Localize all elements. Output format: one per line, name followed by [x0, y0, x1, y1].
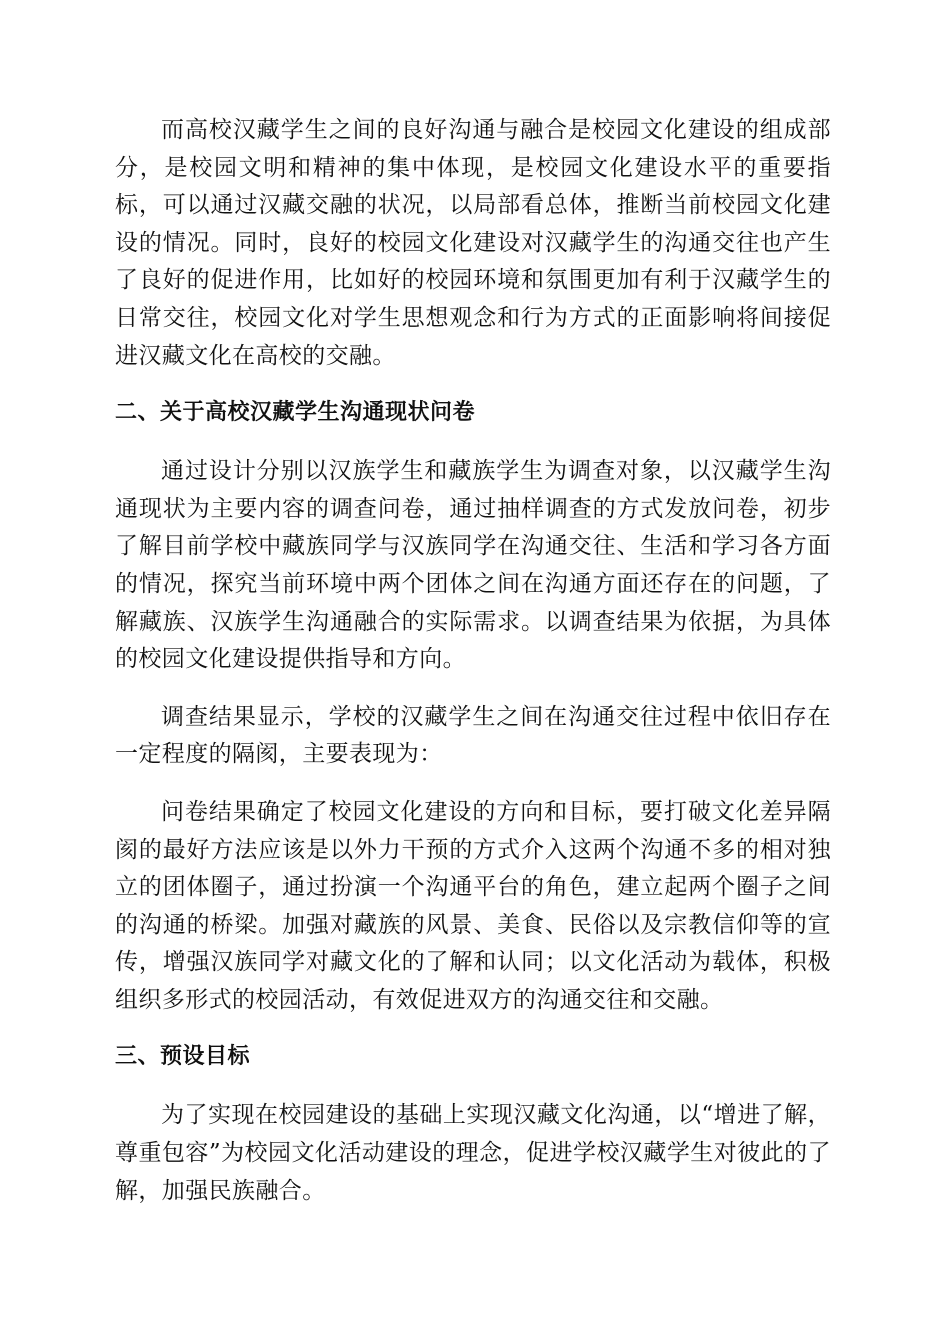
- paragraph-culture-direction: 问卷结果确定了校园文化建设的方向和目标，要打破文化差异隔阂的最好方法应该是以外力干预的方式介入这两个沟通不多的相对独立的团体圈子，通过扮演一个沟通平台的角色，建立起两个圈子之间的沟通的桥梁。加强对藏族的风景、美食、民俗以及宗教信仰等的宣传，增强汉族同学对藏文化的了解和认同；以文化活动为载体，积极组织多形式的校园活动，有效促进双方的沟通交往和交融。: [115, 798, 831, 1013]
- section-heading-goals: 三、预设目标: [115, 1044, 251, 1070]
- spacer: [115, 375, 831, 395]
- spacer: [115, 679, 831, 699]
- paragraph-survey-results: 调查结果显示，学校的汉藏学生之间在沟通交往过程中依旧存在一定程度的隔阂，主要表现为：: [115, 703, 831, 768]
- paragraph-campus-culture: 而高校汉藏学生之间的良好沟通与融合是校园文化建设的组成部分，是校园文明和精神的集中体现，是校园文化建设水平的重要指标，可以通过汉藏交融的状况，以局部看总体，推断当前校园文化建设的情况。同时，良好的校园文化建设对汉藏学生的沟通交往也产生了良好的促进作用，比如好的校园环境和氛围更加有利于汉藏学生的日常交往，校园文化对学生思想观念和行为方式的正面影响将间接促进汉藏文化在高校的交融。: [115, 117, 831, 369]
- spacer: [115, 1019, 831, 1039]
- paragraph-survey-design: 通过设计分别以汉族学生和藏族学生为调查对象，以汉藏学生沟通现状为主要内容的调查问卷，通过抽样调查的方式发放问卷，初步了解目前学校中藏族同学与汉族同学在沟通交往、生活和学习各方面的情况，探究当前环境中两个团体之间在沟通方面还存在的问题，了解藏族、汉族学生沟通融合的实际需求。以调查结果为依据，为具体的校园文化建设提供指导和方向。: [115, 458, 831, 673]
- document-page: [115, 112, 831, 1210]
- spacer: [115, 431, 831, 453]
- spacer: [115, 774, 831, 794]
- section-heading-questionnaire: 二、关于高校汉藏学生沟通现状问卷: [115, 400, 476, 426]
- spacer: [115, 1075, 831, 1097]
- paragraph-goal-statement: 为了实现在校园建设的基础上实现汉藏文化沟通，以“增进了解，尊重包容”为校园文化活动建设的理念，促进学校汉藏学生对彼此的了解，加强民族融合。: [115, 1102, 831, 1204]
